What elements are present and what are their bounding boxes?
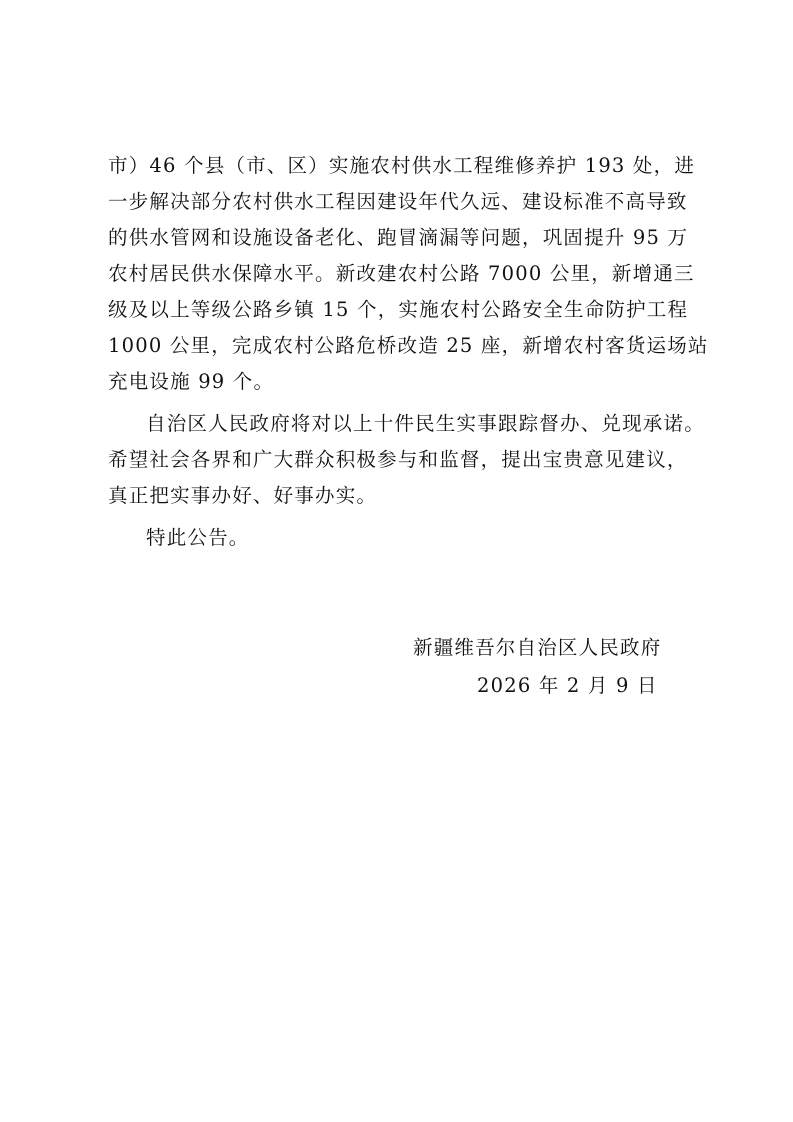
- body-text-line: 希望社会各界和广大群众积极参与和监督，提出宝贵意见建议，: [108, 448, 688, 471]
- body-text-line: 1000 公里，完成农村公路危桥改造 25 座，新增农村客货运场站: [108, 334, 709, 357]
- body-text-line: 的供水管网和设施设备老化、跑冒滴漏等问题，巩固提升 95 万: [108, 226, 689, 249]
- body-text-line: 一步解决部分农村供水工程因建设年代久远、建设标准不高导致: [108, 190, 688, 213]
- closing-text: 特此公告。: [146, 526, 250, 549]
- body-text-line: 级及以上等级公路乡镇 15 个，实施农村公路安全生命防护工程: [108, 298, 689, 321]
- issuer-signature: 新疆维吾尔自治区人民政府: [413, 636, 662, 659]
- body-text-line: 农村居民供水保障水平。新改建农村公路 7000 公里，新增通三: [108, 262, 695, 285]
- body-text-line: 自治区人民政府将对以上十件民生实事跟踪督办、兑现承诺。: [146, 412, 705, 435]
- body-text-line: 真正把实事办好、好事办实。: [108, 484, 378, 507]
- body-text-line: 充电设施 99 个。: [108, 370, 275, 393]
- issue-date: 2026 年 2 月 9 日: [477, 674, 658, 697]
- body-text-line: 市）46 个县（市、区）实施农村供水工程维修养护 193 处，进: [108, 154, 696, 177]
